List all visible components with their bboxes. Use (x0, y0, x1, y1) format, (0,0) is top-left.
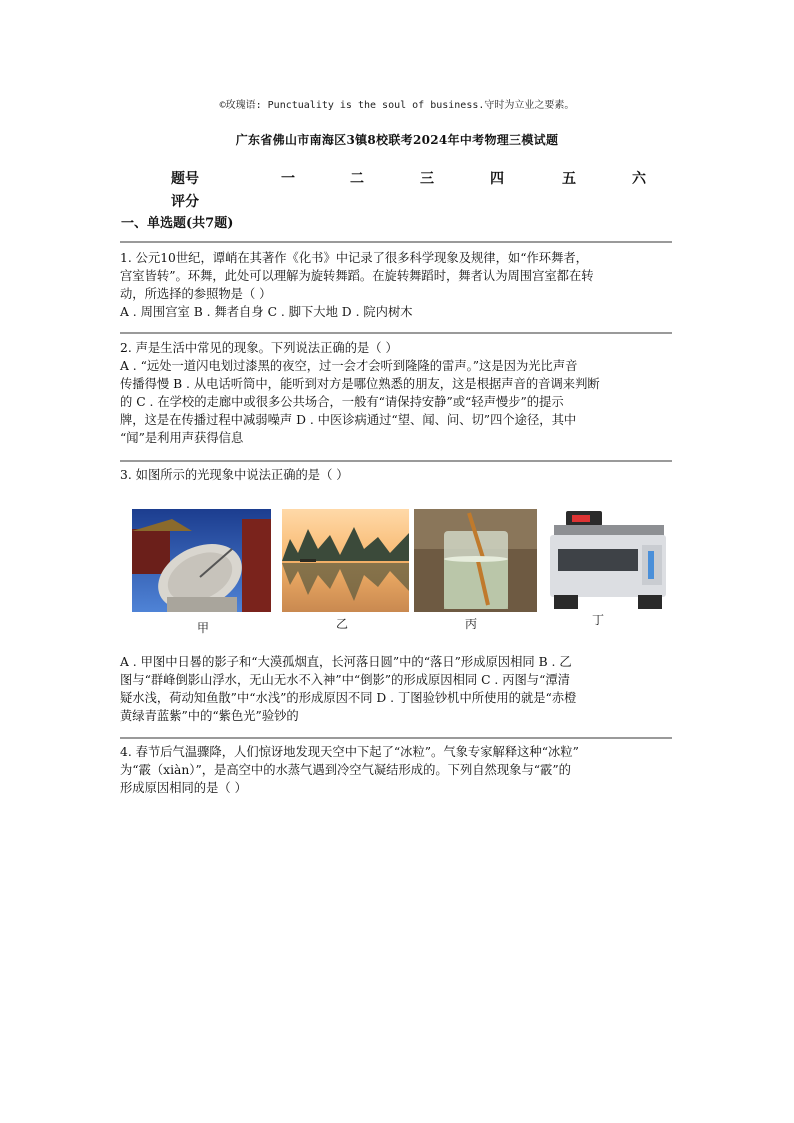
page-title: 广东省佛山市南海区3镇8校联考2024年中考物理三模试题 (235, 133, 559, 147)
score-col-5: 五 (562, 171, 576, 187)
figure-caption-jia: 甲 (197, 621, 210, 635)
glass-straw-image (414, 509, 537, 612)
figure-caption-ding: 丁 (592, 613, 605, 627)
question-3-stem (120, 466, 672, 484)
question-stem-line: 1. 公元10世纪，谭峭在其著作《化书》中记录了很多科学现象及规律，如“作环舞者， (120, 251, 588, 265)
divider (120, 241, 672, 243)
header-motto: ©玫瑰语: Punctuality is the soul of business.守时为立业之要素。 (219, 100, 575, 111)
question-1 (120, 249, 672, 321)
question-options-line: “闻”是利用声获得信息 (120, 431, 244, 445)
score-col-1: 一 (281, 171, 295, 187)
score-label-pingfen: 评分 (171, 194, 199, 210)
question-stem-line: 为“霰（xiàn）”，是高空中的水蒸气遇到冷空气凝结形成的。下列自然现象与“霰”的 (120, 763, 571, 777)
section-title: 一、单选题(共7题) (121, 216, 234, 231)
divider (120, 737, 672, 739)
question-options-line: A . 甲图中日晷的影子和“大漠孤烟直，长河落日圆”中的“落日”形成原因相同 B . 乙 (120, 655, 572, 669)
question-options-line: 黄绿青蓝紫”中的“紫色光”验钞的 (120, 709, 299, 723)
question-stem-line: 形成原因相同的是（ ） (120, 781, 247, 795)
question-options-line: 牌，这是在传播过程中减弱噪声 D . 中医诊病通过“望、闻、问、切”四个途径，其中 (120, 413, 577, 427)
question-options-line: 传播得慢 B . 从电话听筒中，能听到对方是哪位熟悉的朋友，这是根据声音的音调来判断 (120, 377, 600, 391)
divider (120, 332, 672, 334)
question-stem-line: 宫室皆转”。环舞，此处可以理解为旋转舞蹈。在旋转舞蹈时，舞者认为周围宫室都在转 (120, 269, 594, 283)
question-options-line: 图与“群峰倒影山浮水，无山无水不入神”中“倒影”的形成原因相同 C . 丙图与“潭清 (120, 673, 570, 687)
question-stem-line: 动，所选择的参照物是（ ） (120, 287, 272, 301)
sundial-image (132, 509, 271, 612)
question-3-options (120, 653, 672, 725)
score-label-tihao: 题号 (171, 171, 199, 187)
question-options-line: 疑水浅，荷动知鱼散”中“水浅”的形成原因不同 D . 丁图验钞机中所使用的就是“赤橙 (120, 691, 577, 705)
question-3-figures (132, 509, 672, 634)
score-col-3: 三 (420, 171, 434, 187)
money-detector-image (544, 509, 672, 612)
score-col-6: 六 (632, 171, 646, 187)
question-stem-line: 3. 如图所示的光现象中说法正确的是（ ） (120, 468, 349, 482)
figure-caption-yi: 乙 (336, 617, 349, 631)
divider (120, 460, 672, 462)
question-2 (120, 339, 672, 447)
question-4 (120, 743, 672, 797)
question-options-line: A . “远处一道闪电划过漆黑的夜空，过一会才会听到隆隆的雷声。”这是因为光比声音 (120, 359, 578, 373)
mountain-reflection-image (282, 509, 409, 612)
score-col-2: 二 (350, 171, 364, 187)
question-options-line: 的 C . 在学校的走廊中或很多公共场合，一般有“请保持安静”或“轻声慢步”的提示 (120, 395, 564, 409)
figure-caption-bing: 丙 (465, 617, 478, 631)
question-stem-line: 2. 声是生活中常见的现象。下列说法正确的是（ ） (120, 341, 398, 355)
question-options: A . 周围宫室 B . 舞者自身 C . 脚下大地 D . 院内树木 (120, 305, 413, 319)
question-stem-line: 4. 春节后气温骤降，人们惊讶地发现天空中下起了“冰粒”。气象专家解释这种“冰粒” (120, 745, 579, 759)
score-col-4: 四 (490, 171, 504, 187)
